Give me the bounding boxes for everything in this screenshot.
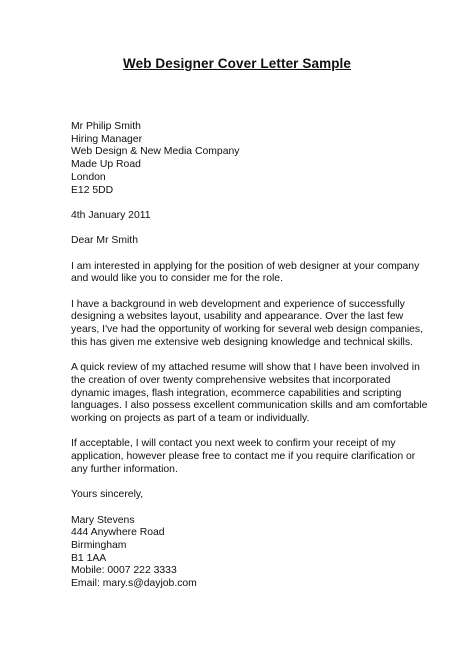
spacer — [71, 502, 416, 515]
paragraph-line: If acceptable, I will contact you next week to confirm your receipt of my — [71, 438, 396, 450]
letter-date: 4th January 2011 — [71, 209, 151, 221]
sender-city: Birmingham — [71, 540, 127, 552]
sender-mobile: Mobile: 0007 222 3333 — [71, 565, 177, 577]
paragraph-intro — [71, 260, 420, 286]
document-title: Web Designer Cover Letter Sample — [122, 56, 352, 71]
recipient-name: Mr Philip Smith — [71, 121, 141, 132]
paragraph-line: years, I've had the opportunity of working for several web design companies, — [71, 324, 423, 336]
paragraph-line: I am interested in applying for the position of web designer at your company — [71, 260, 420, 272]
paragraph-line: application, however please free to contact me if you require clarification or — [71, 451, 416, 463]
sign-off: Yours sincerely, — [71, 489, 144, 501]
letter-body — [71, 121, 428, 591]
paragraph-closing — [71, 438, 416, 476]
spacer — [71, 477, 416, 490]
recipient-company: Web Design & New Media Company — [71, 146, 240, 158]
sender-email: Email: mary.s@dayjob.com — [71, 578, 197, 590]
paragraph-background — [71, 298, 423, 350]
recipient-street: Made Up Road — [71, 159, 141, 171]
recipient-job-title: Hiring Manager — [71, 133, 143, 145]
paragraph-line: designing a websites layout, usability and appearance. Over the last few — [71, 311, 404, 323]
paragraph-line: A quick review of my attached resume will show that I have been involved in — [71, 362, 420, 374]
salutation: Dear Mr Smith — [71, 235, 138, 247]
recipient-city: London — [71, 171, 106, 183]
paragraph-line: languages. I also possess excellent communication skills and am comfortable — [71, 400, 428, 412]
spacer — [71, 286, 416, 299]
sender-postcode: B1 1AA — [71, 552, 107, 564]
recipient-postcode: E12 5DD — [71, 184, 114, 196]
paragraph-line: dynamic images, flash integration, ecommerce capabilities and scripting — [71, 387, 402, 399]
sender-street: 444 Anywhere Road — [71, 527, 165, 539]
spacer — [71, 248, 416, 261]
sender-name: Mary Stevens — [71, 514, 135, 526]
spacer — [71, 350, 416, 363]
paragraph-experience — [71, 362, 428, 426]
spacer — [71, 223, 416, 236]
paragraph-line: any further information. — [71, 463, 178, 475]
spacer — [71, 426, 416, 439]
paragraph-line: the creation of over twenty comprehensive websites that incorporated — [71, 374, 391, 386]
paragraph-line: this has given me extensive web designing knowledge and technical skills. — [71, 336, 413, 348]
sender-details — [71, 515, 416, 591]
spacer — [71, 197, 416, 210]
paragraph-line: working on projects as part of a team or individually. — [71, 413, 310, 425]
recipient-address — [71, 121, 416, 197]
paragraph-line: and would like you to consider me for the role. — [71, 273, 283, 285]
paragraph-line: I have a background in web development and experience of successfully — [71, 298, 405, 310]
